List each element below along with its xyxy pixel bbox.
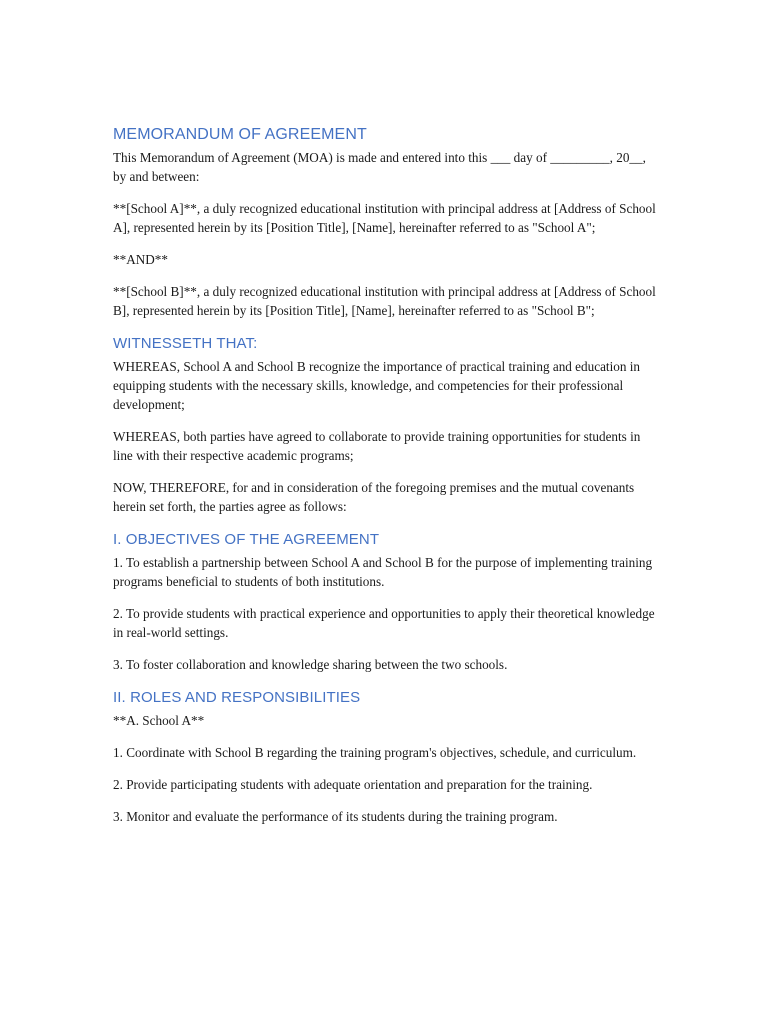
whereas-paragraph-2: WHEREAS, both parties have agreed to collaborate to provide training opportunities for students in line with their respective academic programs;	[113, 429, 641, 463]
now-therefore-paragraph: NOW, THEREFORE, for and in consideration of the foregoing premises and the mutual covenants herein set forth, the parties agree as follows:	[113, 480, 635, 514]
school-a-subheading: **A. School A**	[113, 713, 205, 728]
objective-item-1: 1. To establish a partnership between School A and School B for the purpose of implementing training programs beneficial to students of both institutions.	[113, 555, 653, 589]
party-b-paragraph: **[School B]**, a duly recognized educational institution with principal address at [Address of School B], represented herein by its [Position Title], [Name], hereinafter referred to as "School B";	[113, 284, 656, 318]
intro-paragraph: This Memorandum of Agreement (MOA) is made and entered into this ___ day of _________, 20__, by and between:	[113, 150, 646, 184]
witnesseth-heading: WITNESSETH THAT:	[113, 335, 258, 352]
role-item-3: 3. Monitor and evaluate the performance of its students during the training program.	[113, 809, 558, 824]
roles-heading: II. ROLES AND RESPONSIBILITIES	[113, 689, 361, 706]
party-a-paragraph: **[School A]**, a duly recognized educational institution with principal address at [Address of School A], represented herein by its [Position Title], [Name], hereinafter referred to as "School A";	[113, 201, 656, 235]
objective-item-3: 3. To foster collaboration and knowledge sharing between the two schools.	[113, 657, 508, 672]
objectives-heading: I. OBJECTIVES OF THE AGREEMENT	[113, 531, 380, 548]
role-item-1: 1. Coordinate with School B regarding the training program's objectives, schedule, and curriculum.	[113, 745, 637, 760]
document-page	[113, 124, 658, 839]
and-separator: **AND**	[113, 252, 168, 267]
document-title: MEMORANDUM OF AGREEMENT	[113, 126, 367, 143]
whereas-paragraph-1: WHEREAS, School A and School B recognize the importance of practical training and education in equipping students with the necessary skills, knowledge, and competencies for their professional development;	[113, 359, 640, 412]
role-item-2: 2. Provide participating students with adequate orientation and preparation for the training.	[113, 777, 593, 792]
objective-item-2: 2. To provide students with practical experience and opportunities to apply their theoretical knowledge in real-world settings.	[113, 606, 655, 640]
